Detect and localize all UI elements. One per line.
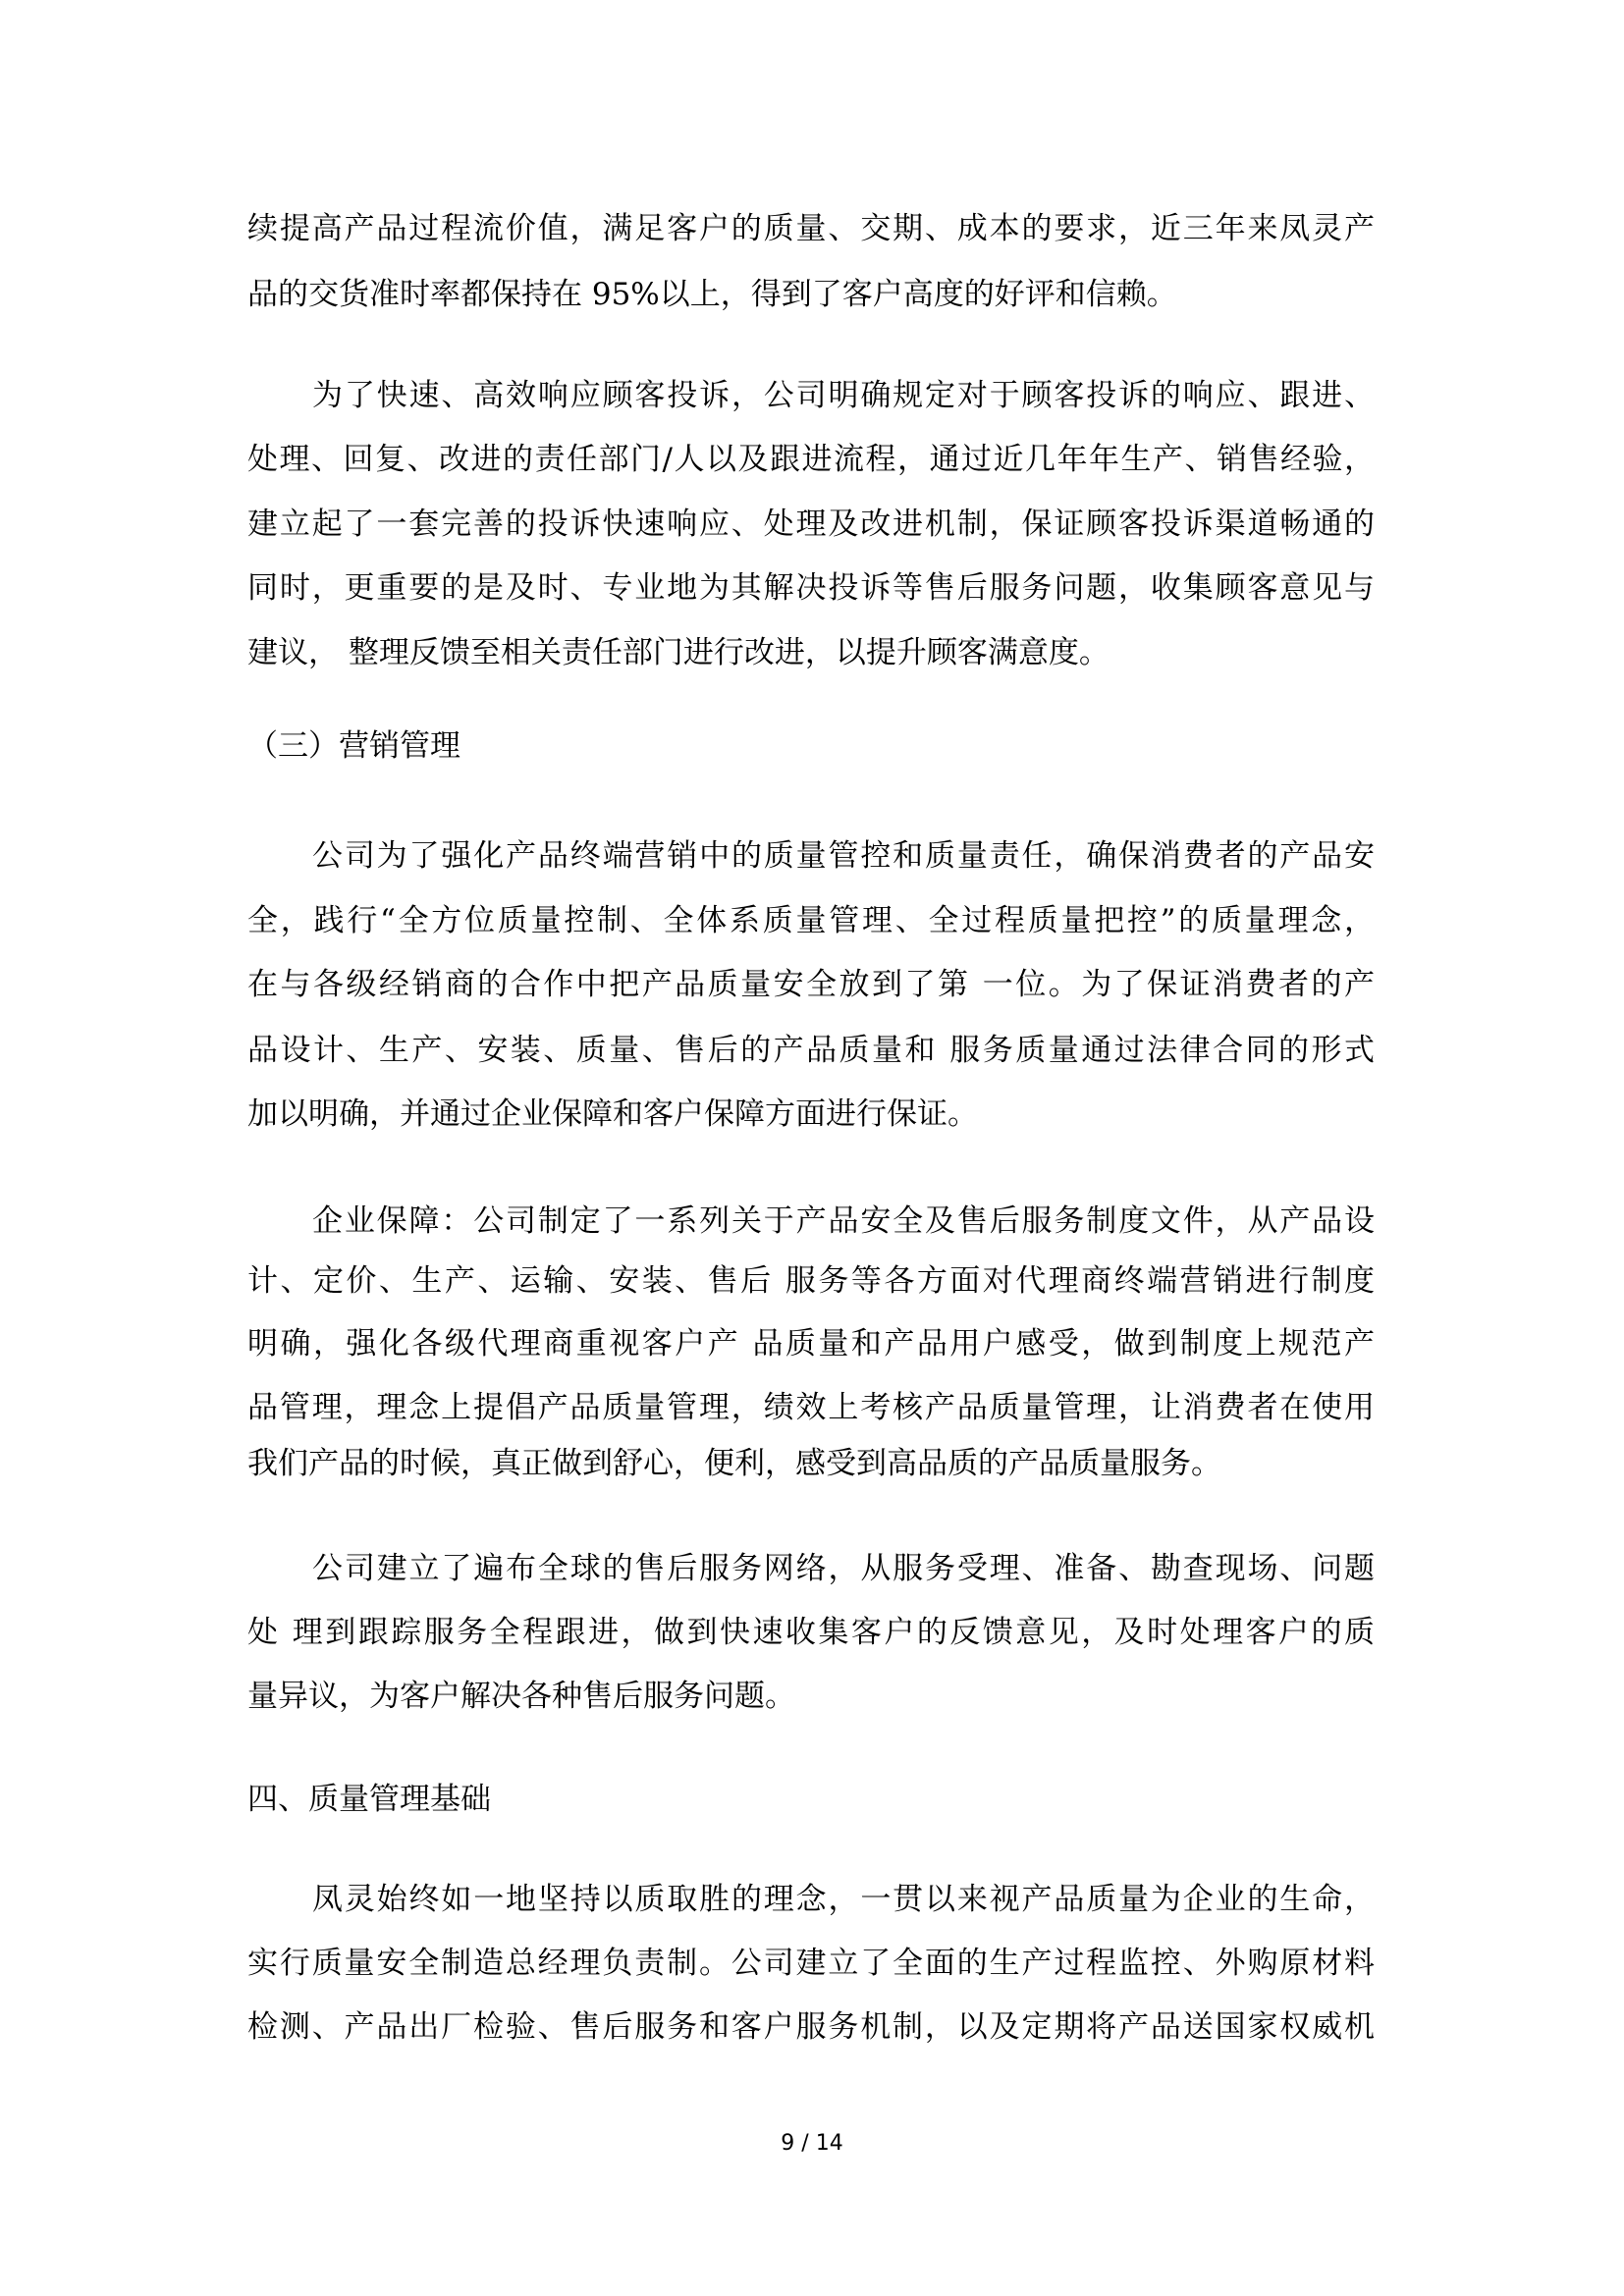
paragraph-line: 计、定价、生产、运输、安装、售后 服务等各方面对代理商终端营销进行制度 — [247, 1263, 1375, 1299]
paragraph-line: 在与各级经销商的合作中把产品质量安全放到了第 一位。为了保证消费者的产 — [247, 967, 1375, 1002]
paragraph-line: 处 理到跟踪服务全程跟进，做到快速收集客户的反馈意见，及时处理客户的质 — [247, 1615, 1375, 1650]
paragraph-line: 建议， 整理反馈至相关责任部门进行改进，以提升顾客满意度。 — [247, 635, 1110, 670]
paragraph-line: 凤灵始终如一地坚持以质取胜的理念，一贯以来视产品质量为企业的生命， — [312, 1882, 1375, 1917]
paragraph-line: 建立起了一套完善的投诉快速响应、处理及改进机制，保证顾客投诉渠道畅通的 — [247, 507, 1375, 542]
paragraph-line: 检测、产品出厂检验、售后服务和客户服务机制，以及定期将产品送国家权威机 — [247, 2009, 1375, 2045]
paragraph-line: 品的交货准时率都保持在 95%以上，得到了客户高度的好评和信赖。 — [247, 277, 1177, 312]
paragraph-line: 品管理，理念上提倡产品质量管理，绩效上考核产品质量管理，让消费者在使用 — [247, 1390, 1375, 1425]
paragraph-line: 加以明确，并通过企业保障和客户保障方面进行保证。 — [247, 1096, 978, 1132]
paragraph-line: 续提高产品过程流价值，满足客户的质量、交期、成本的要求，近三年来凤灵产 — [247, 211, 1375, 246]
paragraph-line: 同时，更重要的是及时、专业地为其解决投诉等售后服务问题，收集顾客意见与 — [247, 570, 1375, 606]
paragraph-line: 全，践行“全方位质量控制、全体系质量管理、全过程质量把控”的质量理念， — [247, 903, 1375, 938]
paragraph-line: 明确，强化各级代理商重视客户产 品质量和产品用户感受，做到制度上规范产 — [247, 1326, 1375, 1362]
section-heading-quality-foundation: 四、质量管理基础 — [247, 1782, 491, 1817]
paragraph-line: 品设计、生产、安装、质量、售后的产品质量和 服务质量通过法律合同的形式 — [247, 1033, 1375, 1068]
paragraph-line: 公司为了强化产品终端营销中的质量管控和质量责任，确保消费者的产品安 — [312, 838, 1375, 874]
paragraph-line: 为了快速、高效响应顾客投诉，公司明确规定对于顾客投诉的响应、跟进、 — [312, 378, 1375, 413]
paragraph-line: 处理、回复、改进的责任部门/人以及跟进流程，通过近几年年生产、销售经验， — [247, 442, 1375, 477]
paragraph-line: 企业保障：公司制定了一系列关于产品安全及售后服务制度文件，从产品设 — [312, 1203, 1375, 1239]
paragraph-line: 量异议，为客户解决各种售后服务问题。 — [247, 1679, 795, 1714]
page-number: 9 / 14 — [781, 2131, 843, 2156]
paragraph-line: 公司建立了遍布全球的售后服务网络，从服务受理、准备、勘查现场、问题 — [312, 1551, 1375, 1586]
paragraph-line: 实行质量安全制造总经理负责制。公司建立了全面的生产过程监控、外购原材料 — [247, 1946, 1375, 1981]
paragraph-line: 我们产品的时候，真正做到舒心，便利，感受到高品质的产品质量服务。 — [247, 1446, 1221, 1481]
section-heading-marketing: （三）营销管理 — [247, 728, 460, 764]
